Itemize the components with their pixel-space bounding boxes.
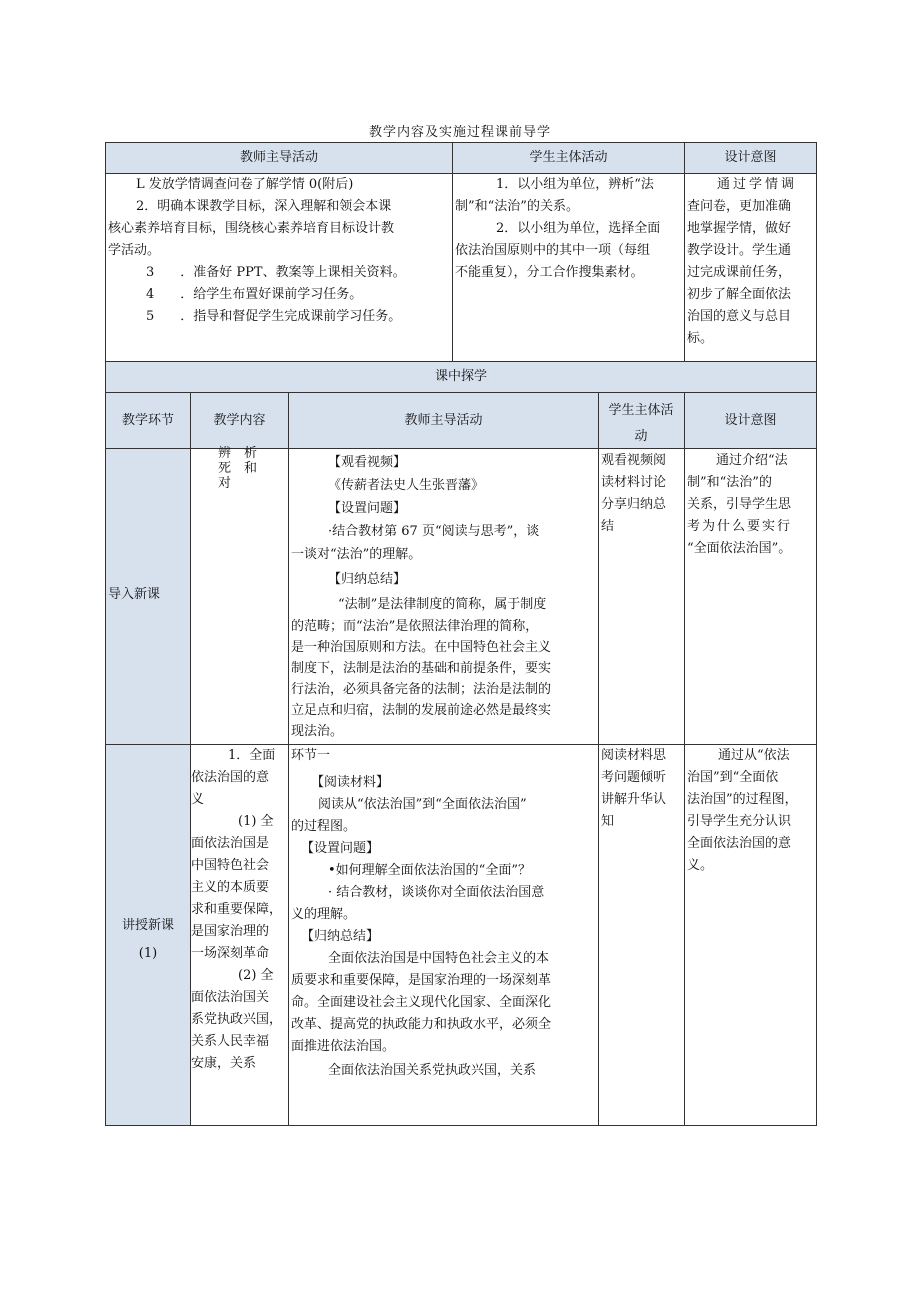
intro-design-line: 关系，引导学生思 (687, 497, 792, 512)
header-teacher-activity: 教师主导活动 (404, 413, 483, 428)
stage-teach: 讲授新课 (121, 918, 174, 933)
teach-content-line: 面依法治国是 (191, 836, 270, 851)
header-design-intent: 设计意图 (724, 413, 777, 428)
intro-student-line: 读材料讨论 (601, 475, 667, 490)
pre-class-table (105, 142, 817, 362)
student-line: 2．以小组为单位，选择全面 (496, 221, 661, 236)
teacher-line: 3 ．准备好 PPT、教案等上课相关资料。 (146, 265, 406, 280)
teach-teacher-line: 阅读从“依法治国”到“全面依法治国” (318, 797, 527, 812)
teach-student-line: 考问题倾听 (601, 770, 667, 785)
stage-intro: 导入新课 (108, 587, 161, 602)
teach-content-line: 安康，关系 (191, 1056, 257, 1071)
intro-teacher-line: 一谈对“法治”的理解。 (291, 547, 422, 562)
teach-student-line: 阅读材料思 (601, 748, 667, 763)
teach-content-line: 一场深刻革命 (191, 946, 270, 961)
stage-column-shading (106, 449, 190, 1125)
teach-design-line: 引导学生充分认识 (687, 814, 792, 829)
in-class-table (105, 361, 817, 1126)
student-line: 1．以小组为单位，辨析“法 (496, 177, 654, 192)
intro-teacher-line: “法制”是法律制度的简称，属于制度 (338, 597, 547, 612)
teach-content-line: 依法治国的意 (191, 770, 270, 785)
teach-design-line: 法治国”的过程图， (687, 792, 798, 807)
teach-content-line: 义 (191, 792, 205, 807)
intro-teacher-line: 现法治。 (291, 724, 344, 739)
page-title: 教学内容及实施过程课前导学 (368, 125, 551, 140)
teach-content-line: 面依法治国关 (191, 990, 270, 1005)
intro-student-line: 观看视频阅 (601, 453, 667, 468)
teach-design-line: 通过从“依法 (718, 748, 790, 763)
teach-teacher-line: 【归纳总结】 (301, 929, 380, 944)
teach-teacher-line: •如何理解全面依法治国的“全面”？ (328, 863, 531, 878)
teach-content-line: 系党执政兴国， (191, 1012, 283, 1027)
teach-content-line: (1) 全 (238, 814, 274, 829)
teach-content-line: 1．全面 (228, 748, 276, 763)
design-line: 初步了解全面依法 (687, 287, 792, 302)
intro-teacher-line: 《传薪者法史人生张晋藩》 (328, 478, 485, 493)
teach-teacher-line: 全面依法治国关系党执政兴国，关系 (328, 1063, 537, 1078)
intro-teacher-line: 【归纳总结】 (328, 572, 407, 587)
intro-content: 辨 析 死 和 对 (218, 446, 258, 491)
design-line: 治国的意义与总目 (687, 309, 792, 324)
teach-design-line: 全面依法治国的意 (687, 836, 792, 851)
design-line: 过完成课前任务， (687, 265, 792, 280)
teach-teacher-line: 义的理解。 (291, 907, 357, 922)
student-line: 制”和“法治”的关系。 (455, 199, 579, 214)
teach-teacher-line: 命。全面建设社会主义现代化国家、全面深化 (291, 995, 552, 1010)
teach-teacher-line: 【阅读材料】 (311, 775, 390, 790)
teach-teacher-line: · 结合教材，谈谈你对全面依法治国意 (328, 885, 545, 900)
header-teaching-content: 教学内容 (213, 413, 266, 428)
teach-teacher-line: 面推进依法治国。 (291, 1039, 396, 1054)
teach-student-line: 知 (601, 814, 615, 829)
intro-design-line: 考为什么要实行 (687, 519, 793, 534)
section-title: 课中探学 (434, 369, 487, 384)
teacher-line: 2．明确本课教学目标，深入理解和领会本课 (136, 199, 392, 214)
teach-teacher-line: 全面依法治国是中国特色社会主义的本 (328, 951, 550, 966)
teach-teacher-line: 环节一 (291, 748, 331, 763)
intro-design-line: 制”和“法治”的 (687, 475, 772, 490)
design-line: 标。 (687, 331, 714, 346)
intro-teacher-line: 是一种治国原则和方法。在中国特色社会主义 (291, 640, 552, 655)
header-student-activity: 学生主体活动 (529, 150, 608, 165)
teacher-line: L 发放学情调查问卷了解学情 0(附后) (136, 177, 354, 192)
intro-teacher-line: 【设置问题】 (328, 501, 407, 516)
teach-content-line: 主义的本质要 (191, 880, 270, 895)
design-line: 地掌握学情，做好 (687, 221, 792, 236)
teach-teacher-line: 【设置问题】 (301, 841, 380, 856)
teach-teacher-line: 改革、提高党的执政能力和执政水平，必须全 (291, 1017, 552, 1032)
student-line: 不能重复），分工合作搜集素材。 (455, 265, 644, 280)
teacher-line: 学活动。 (108, 243, 161, 258)
intro-design-line: “全面依法治国”。 (687, 541, 792, 556)
teach-design-line: 治国”到“全面依 (687, 770, 779, 785)
teach-content-line: 关系人民幸福 (191, 1034, 270, 1049)
teacher-line: 4 ．给学生布置好课前学习任务。 (146, 287, 363, 302)
intro-teacher-line: 制度下，法制是法治的基础和前提条件，要实 (291, 661, 552, 676)
intro-teacher-line: 的范畴；而“法治”是依照法律治理的简称， (291, 619, 539, 634)
header-student-activity: 学生主体活动 (608, 403, 674, 444)
intro-student-line: 结 (601, 519, 615, 534)
stage-teach-number: (1) (138, 946, 158, 961)
teach-content-line: 求和重要保障， (191, 902, 283, 917)
teach-student-line: 讲解升华认 (601, 792, 667, 807)
teach-teacher-line: 质要求和重要保障，是国家治理的一场深刻革 (291, 973, 552, 988)
intro-student-line: 分享归纳总 (601, 497, 667, 512)
header-design-intent: 设计意图 (724, 150, 777, 165)
teach-content-line: 中国特色社会 (191, 858, 270, 873)
teacher-line: 核心素养培育目标，围绕核心素养培育目标设计教 (108, 221, 395, 236)
intro-teacher-line: 行法治，必须具备完备的法制；法治是法制的 (291, 682, 552, 697)
teach-content-line: 是国家治理的 (191, 924, 270, 939)
design-line: 教学设计。学生通 (687, 243, 792, 258)
teach-design-line: 义。 (687, 858, 714, 873)
header-teacher-activity: 教师主导活动 (239, 150, 318, 165)
intro-teacher-line: 【观看视频】 (328, 455, 407, 470)
teach-content-line: (2) 全 (238, 968, 274, 983)
student-line: 依法治国原则中的其中一项（每组 (455, 243, 651, 258)
intro-teacher-line: ·结合教材第 67 页“阅读与思考”，谈 (328, 524, 540, 539)
header-teaching-stage: 教学环节 (121, 413, 174, 428)
design-line: 通过学情调 (717, 177, 798, 192)
teacher-line: 5 ．指导和督促学生完成课前学习任务。 (146, 309, 402, 324)
intro-design-line: 通过介绍“法 (716, 453, 788, 468)
teach-teacher-line: 的过程图。 (291, 819, 357, 834)
design-line: 查问卷，更加准确 (687, 199, 792, 214)
intro-teacher-line: 立足点和归宿，法制的发展前途必然是最终实 (291, 703, 552, 718)
